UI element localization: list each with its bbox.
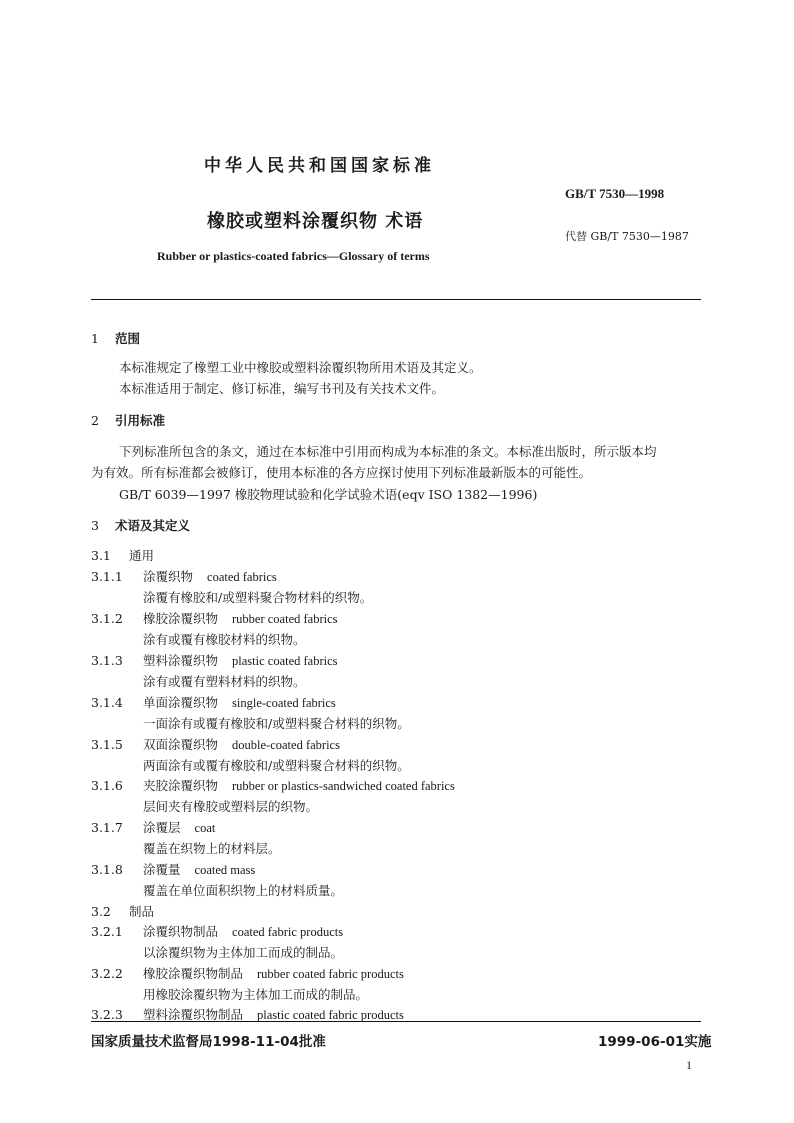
term-entry xyxy=(91,609,338,627)
term-entry xyxy=(91,818,215,836)
term-english: plastic coated fabric products xyxy=(257,1008,404,1022)
term-entry xyxy=(91,964,404,982)
section-number: 1 xyxy=(91,331,99,346)
english-title: Rubber or plastics-coated fabrics—Glossary of terms xyxy=(157,249,430,263)
term-number: 3.1.2 xyxy=(91,611,123,626)
replaces-standard: 代替 GB/T 7530—1987 xyxy=(565,230,689,243)
standard-number: GB/T 7530—1998 xyxy=(565,186,665,201)
term-definition: 涂覆有橡胶和/或塑料聚合物材料的织物。 xyxy=(143,590,373,605)
subsection-number: 3.1 xyxy=(91,548,111,563)
term-chinese: 双面涂覆织物 xyxy=(143,737,219,752)
term-english: coated mass xyxy=(194,863,256,877)
term-definition: 层间夹有橡胶或塑料层的织物。 xyxy=(143,799,319,814)
term-chinese: 单面涂覆织物 xyxy=(143,695,219,710)
document-title: 橡胶或塑料涂覆织物 术语 xyxy=(207,211,424,232)
term-english: coat xyxy=(194,821,216,835)
term-number: 3.1.1 xyxy=(91,569,123,584)
section-3-heading xyxy=(91,516,190,534)
term-chinese: 夹胶涂覆织物 xyxy=(143,778,219,793)
term-entry xyxy=(91,776,455,794)
subsection-3-2-heading xyxy=(91,902,154,920)
term-definition: 覆盖在单位面积织物上的材料质量。 xyxy=(143,883,344,898)
term-definition: 用橡胶涂覆织物为主体加工而成的制品。 xyxy=(143,987,369,1002)
term-definition: 涂有或覆有橡胶材料的织物。 xyxy=(143,632,306,647)
referenced-standard: GB/T 6039—1997 橡胶物理试验和化学试验术语(eqv ISO 1382—1996) xyxy=(119,487,538,502)
term-entry xyxy=(91,860,255,878)
term-chinese: 涂覆量 xyxy=(143,862,181,877)
term-chinese: 塑料涂覆织物 xyxy=(143,653,219,668)
term-english: rubber coated fabric products xyxy=(257,967,404,981)
section-1-heading xyxy=(91,329,140,347)
term-number: 3.1.7 xyxy=(91,820,123,835)
paragraph-line: 本标准规定了橡塑工业中橡胶或塑料涂覆织物所用术语及其定义。 xyxy=(119,360,482,375)
term-definition: 以涂覆织物为主体加工而成的制品。 xyxy=(143,945,344,960)
term-entry xyxy=(91,651,338,669)
subsection-3-1-heading xyxy=(91,546,154,564)
term-english: double-coated fabrics xyxy=(232,738,340,752)
page-number: 1 xyxy=(686,1058,692,1072)
term-chinese: 涂覆织物制品 xyxy=(143,924,219,939)
subsection-title: 通用 xyxy=(129,548,155,563)
section-2-heading xyxy=(91,411,165,429)
term-number: 3.2.1 xyxy=(91,924,123,939)
section-number: 3 xyxy=(91,518,99,533)
term-entry xyxy=(91,693,336,711)
approval-note: 国家质量技术监督局1998-11-04批准 xyxy=(91,1034,326,1050)
term-english: single-coated fabrics xyxy=(232,696,336,710)
term-chinese: 橡胶涂覆织物制品 xyxy=(143,966,244,981)
term-entry xyxy=(91,922,343,940)
term-chinese: 涂覆织物 xyxy=(143,569,194,584)
term-entry xyxy=(91,735,340,753)
term-number: 3.1.8 xyxy=(91,862,123,877)
section-number: 2 xyxy=(91,413,99,428)
term-english: plastic coated fabrics xyxy=(232,654,338,668)
paragraph-line: 为有效。所有标准都会被修订，使用本标准的各方应探讨使用下列标准最新版本的可能性。 xyxy=(91,465,592,480)
term-definition: 一面涂有或覆有橡胶和/或塑料聚合材料的织物。 xyxy=(143,716,410,731)
term-number: 3.2.3 xyxy=(91,1007,123,1022)
term-number: 3.2.2 xyxy=(91,966,123,981)
national-standard-title: 中华人民共和国国家标准 xyxy=(204,156,435,176)
paragraph-line: 下列标准所包含的条文，通过在本标准中引用而构成为本标准的条文。本标准出版时，所示版本均 xyxy=(119,444,657,459)
term-english: rubber or plastics-sandwiched coated fabrics xyxy=(232,779,455,793)
term-number: 3.1.4 xyxy=(91,695,123,710)
section-title: 范围 xyxy=(115,331,141,346)
subsection-title: 制品 xyxy=(129,904,155,919)
term-english: coated fabric products xyxy=(232,925,344,939)
header-divider xyxy=(91,299,701,300)
implementation-date: 1999-06-01实施 xyxy=(598,1034,712,1050)
term-definition: 涂有或覆有塑料材料的织物。 xyxy=(143,674,306,689)
section-title: 术语及其定义 xyxy=(115,518,191,533)
term-chinese: 塑料涂覆织物制品 xyxy=(143,1007,244,1022)
term-definition: 两面涂有或覆有橡胶和/或塑料聚合材料的织物。 xyxy=(143,758,410,773)
term-entry xyxy=(91,567,277,585)
term-number: 3.1.6 xyxy=(91,778,123,793)
term-english: coated fabrics xyxy=(207,570,277,584)
subsection-number: 3.2 xyxy=(91,904,111,919)
term-chinese: 橡胶涂覆织物 xyxy=(143,611,219,626)
term-chinese: 涂覆层 xyxy=(143,820,181,835)
term-number: 3.1.5 xyxy=(91,737,123,752)
section-title: 引用标准 xyxy=(115,413,166,428)
paragraph-line: 本标准适用于制定、修订标准，编写书刊及有关技术文件。 xyxy=(119,381,445,396)
term-number: 3.1.3 xyxy=(91,653,123,668)
term-definition: 覆盖在织物上的材料层。 xyxy=(143,841,281,856)
term-english: rubber coated fabrics xyxy=(232,612,338,626)
footer-divider xyxy=(91,1021,701,1022)
